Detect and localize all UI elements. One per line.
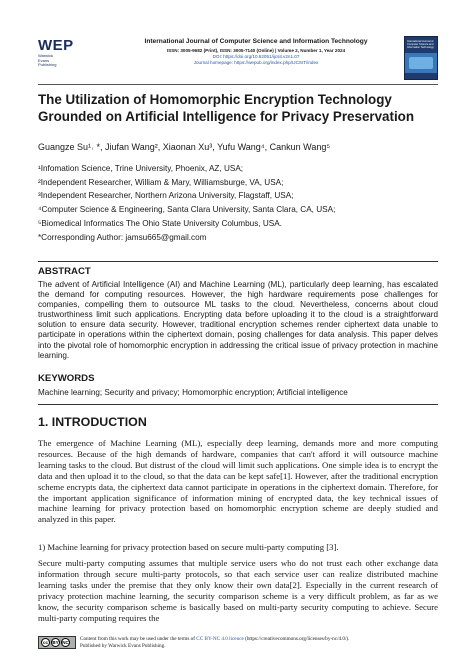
logo-subtext: Warwick Evans Publishing (38, 53, 57, 68)
affiliation-item: ²Independent Researcher, William & Mary, Williamsburge, VA, USA; (38, 177, 284, 187)
abstract-text: The advent of Artificial Intelligence (AI) and Machine Learning (ML), particularly deep learning, has escalated the demand for computing resources. However, the high hardware requirements pose challenges for companies, compelling them to outsource ML tasks to the cloud. Nevertheless, concerns about cloud trustworthiness limit such applications. Encrypting data before uploading it to the cloud is a straightforward solution to ensure data security. However, traditional encryption schemes render ciphertext data unable to participate in operations within the ciphertext domain, posing challenges for data analysis. This paper delves into the pivotal role of homomorphic encryption in addressing the critical issue of privacy protection in machine learning. (38, 280, 438, 360)
abstract-heading: ABSTRACT (38, 266, 91, 277)
publisher-logo (38, 38, 74, 78)
introduction-paragraph-3: Secure multi-party computing assumes that multiple service users who do not trust each other exchange data information through secure multi-party protocols, so that each service user can realize distributed machine learning tasks under the premise that they only know their own data[2]. Especially in the current research of privacy protection machine learning, the security comparison scheme is a very difficult problem, as far as we know, the security comparison scheme is basically based on multi-party security computing to achieve. Secure multi-party computing requires the (38, 558, 438, 623)
by-icon: BY (52, 640, 59, 645)
logo-text: WEP (38, 37, 74, 54)
keywords-text: Machine learning; Security and privacy; Homomorphic encryption; Artificial intelligence (38, 388, 348, 397)
journal-header (38, 36, 438, 82)
corresponding-author: *Corresponding Author: jamsu665@gmail.com (38, 232, 207, 242)
header-divider (38, 84, 438, 85)
affiliation-list (38, 162, 438, 244)
abstract-divider (38, 261, 438, 262)
license-link[interactable]: CC BY-NC 4.0 licence (196, 636, 244, 642)
journal-doi-link[interactable]: DOI: https://doi.org/10.62051/ijcsit.v2n1.07 (212, 54, 300, 59)
license-footer (38, 636, 438, 654)
keywords-divider (38, 404, 438, 405)
affiliation-item: ⁴Computer Science & Engineering, Santa Clara University, Santa Clara, CA, USA; (38, 205, 336, 215)
license-text: Content from this work may be used under the terms of CC BY-NC 4.0 licence (https://creativecommons.org/licenses/by-nc/4.0/). Published by Warwick Evans Publishing. (80, 636, 350, 649)
introduction-heading: 1. INTRODUCTION (38, 415, 147, 429)
cc-license-badge[interactable] (38, 636, 76, 649)
keywords-heading: KEYWORDS (38, 373, 95, 384)
introduction-paragraph-1: The emergence of Machine Learning (ML), especially deep learning, demands more and more computing resources. Because of the high demands of hardware, companies that can't afford it will outsource machine learning tasks to the cloud. But distrust of the cloud will limit such applications. One simple idea is to encrypt the data and then upload it to the cloud, so that the data can be kept safe[1]. However, after the traditional encryption scheme encrypts data, the ciphertext data cannot participate in operations in the ciphertext domain. Therefore, for the important application significance of information mining of encrypted data, the key technical issues of machine learning for privacy protection based on homomorphic encryption scheme are deeply studied and analyzed in this paper. (38, 438, 438, 525)
cc-icon: cc (42, 640, 48, 645)
journal-cover-thumbnail: International Journal of Computer Science and Information Technology (404, 36, 438, 80)
publisher-note: Published by Warwick Evans Publishing. (80, 643, 166, 649)
affiliation-item: ⁵Biomedical Informatics The Ohio State University Columbus, USA. (38, 218, 282, 228)
affiliation-item: ¹Infomation Science, Trine University, Phoenix, AZ, USA; (38, 164, 244, 173)
author-list: Guangze Su¹˒ *, Jiufan Wang², Xiaonan Xu³, Yufu Wang⁴, Cankun Wang⁵ (38, 142, 331, 152)
nc-icon: NC (62, 640, 69, 645)
journal-title: International Journal of Computer Science and Information Technology (144, 38, 368, 45)
paper-title: The Utilization of Homomorphic Encryption Technology Grounded on Artificial Intelligence for Privacy Preservation (38, 92, 415, 124)
affiliation-item: ³Independent Researcher, Northern Arizona University, Flagstaff, USA; (38, 191, 294, 201)
introduction-paragraph-2: 1) Machine learning for privacy protection based on secure multi-party computing [3]. (38, 542, 339, 552)
journal-issn: ISSN: 3005-9682 (Print), ISSN: 3005-7140 (Online) | Volume 2, Number 1, Year 2024 (166, 48, 346, 53)
journal-homepage-link[interactable]: Journal homepage: https://wepub.org/index.php/IJCSIT/index (193, 60, 319, 65)
journal-info (116, 38, 396, 66)
